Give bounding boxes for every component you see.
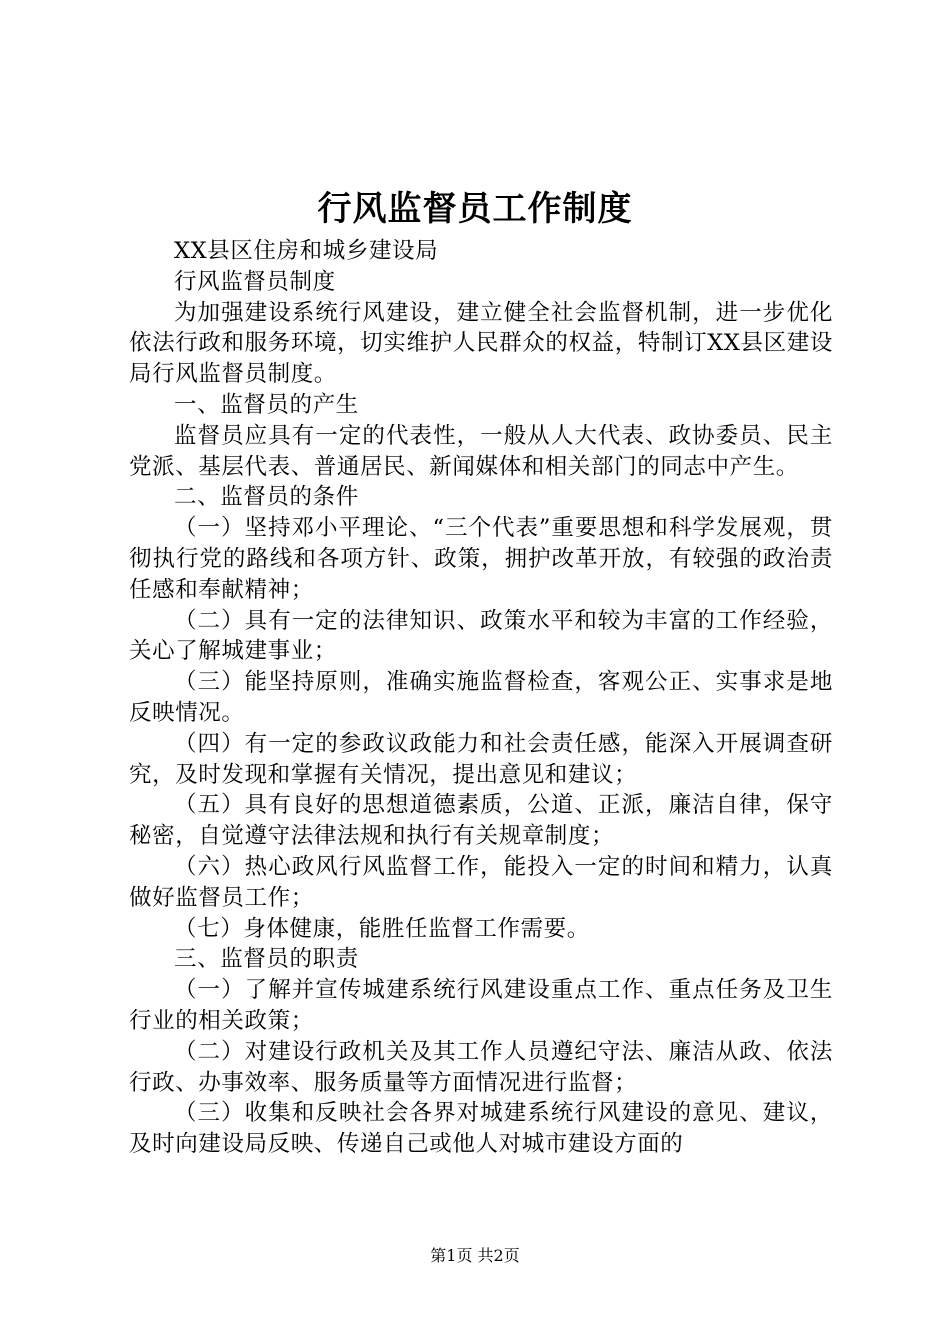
section-heading-3: 三、监督员的职责 <box>174 946 359 973</box>
paragraph-duty-2: （二）对建设行政机关及其工作人员遵纪守法、廉洁从政、依法行政、办事效率、服务质量等方面情况进行监督； <box>129 1038 833 1096</box>
paragraph-condition-6: （六）热心政风行风监督工作，能投入一定的时间和精力，认真做好监督员工作； <box>129 853 833 911</box>
paragraph-condition-7: （七）身体健康，能胜任监督工作需要。 <box>174 915 590 942</box>
paragraph-section-1: 监督员应具有一定的代表性，一般从人大代表、政协委员、民主党派、基层代表、普通居民、新闻媒体和相关部门的同志中产生。 <box>129 422 833 480</box>
paragraph-condition-3: （三）能坚持原则，准确实施监督检查，客观公正、实事求是地反映情况。 <box>129 669 833 726</box>
document-body <box>129 236 833 1160</box>
paragraph-intro: 为加强建设系统行风建设，建立健全社会监督机制，进一步优化依法行政和服务环境，切实维护人民群众的权益，特制订XX县区建设局行风监督员制度。 <box>129 299 833 388</box>
paragraph-condition-2: （二）具有一定的法律知识、政策水平和较为丰富的工作经验，关心了解城建事业； <box>129 607 833 665</box>
paragraph-condition-5: （五）具有良好的思想道德素质，公道、正派，廉洁自律，保守秘密，自觉遵守法律法规和执行有关规章制度； <box>129 792 833 850</box>
paragraph-condition-1: （一）坚持邓小平理论、“三个代表”重要思想和科学发展观，贯彻执行党的路线和各项方针、政策，拥护改革开放，有较强的政治责任感和奉献精神； <box>129 515 833 603</box>
page-footer: 第1页 共2页 <box>430 1246 520 1265</box>
paragraph-condition-4: （四）有一定的参政议政能力和社会责任感，能深入开展调查研究，及时发现和掌握有关情况，提出意见和建议； <box>129 730 833 788</box>
section-heading-2: 二、监督员的条件 <box>174 484 359 511</box>
paragraph-duty-3: （三）收集和反映社会各界对城建系统行风建设的意见、建议，及时向建设局反映、传递自己或他人对城市建设方面的 <box>129 1100 833 1158</box>
paragraph-subtitle: 行风监督员制度 <box>174 268 336 295</box>
paragraph-duty-1: （一）了解并宣传城建系统行风建设重点工作、重点任务及卫生行业的相关政策； <box>129 977 833 1034</box>
section-heading-1: 一、监督员的产生 <box>174 391 359 418</box>
paragraph-issuer: XX县区住房和城乡建设局 <box>174 238 439 264</box>
document-title: 行风监督员工作制度 <box>317 189 633 229</box>
